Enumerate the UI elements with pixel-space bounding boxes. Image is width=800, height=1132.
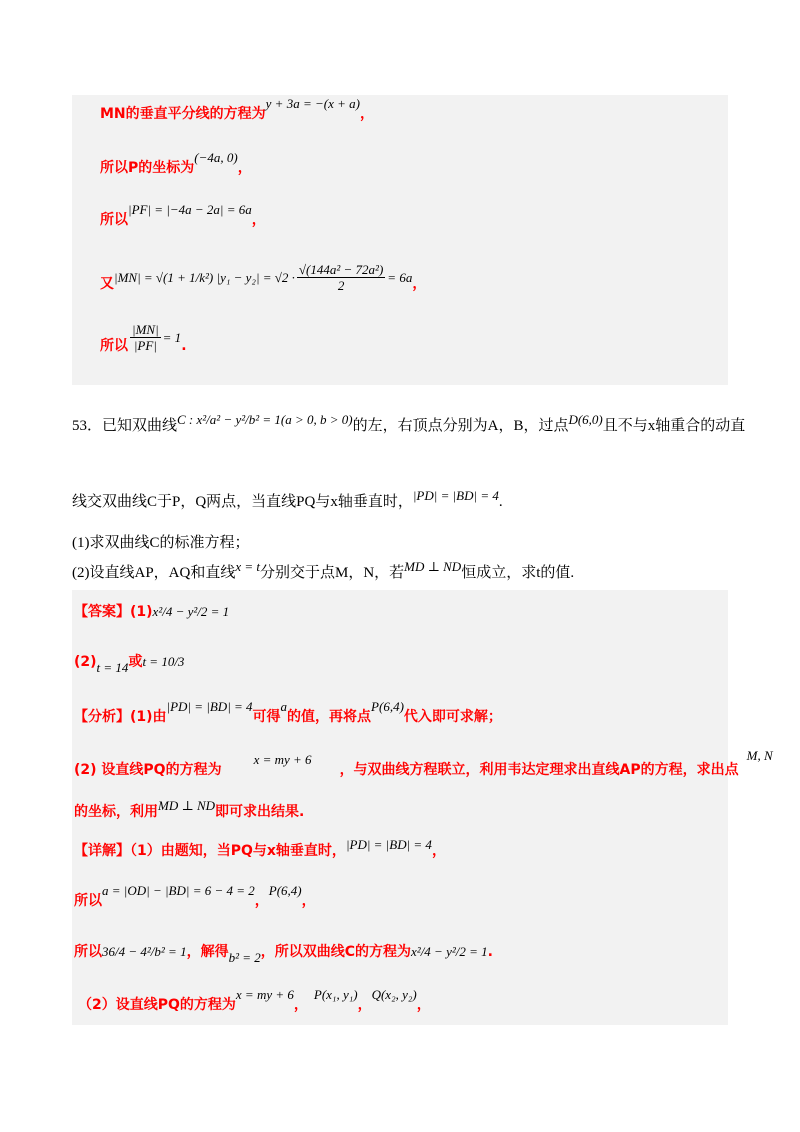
- text: 所以: [74, 944, 102, 960]
- math: (−4a, 0): [194, 150, 238, 165]
- math: P(6,4): [268, 883, 302, 898]
- detail-line4: [78, 987, 431, 1015]
- text: (2): [74, 654, 97, 670]
- text: 所以P的坐标为: [100, 160, 195, 176]
- math: MD ⊥ ND: [404, 559, 462, 574]
- problem-53-part1: [72, 533, 250, 553]
- ratio-line: [100, 322, 187, 353]
- math: x = my + 6: [253, 752, 312, 767]
- text: ，: [293, 997, 308, 1013]
- text: ，解得: [186, 944, 229, 960]
- math: |PD| = |BD| = 4: [412, 488, 499, 503]
- text: ，: [412, 275, 427, 292]
- math: x = my + 6: [235, 987, 294, 1002]
- math: |PF| = |−4a − 2a| = 6a: [128, 202, 252, 217]
- problem-53-line1: [72, 412, 746, 436]
- math: a: [280, 699, 288, 714]
- text: (1)求双曲线C的标准方程；: [72, 535, 250, 551]
- math: = 1: [162, 329, 182, 345]
- text: 所以: [100, 212, 128, 228]
- math: b² = 2: [228, 950, 261, 965]
- text: .: [181, 337, 187, 354]
- text: ，: [357, 997, 372, 1013]
- analysis-label: 【分析】(1)由: [74, 709, 167, 725]
- math: D(6,0): [568, 412, 603, 427]
- text: 53．已知双曲线: [72, 418, 178, 434]
- answer-part1: [74, 602, 229, 622]
- math: Q(x₂, y₂): [371, 987, 417, 1002]
- mn-bisector-line: [100, 96, 374, 124]
- detail-line2: [74, 883, 316, 911]
- p-coordinate-line: [100, 150, 252, 178]
- text: 的坐标，利用: [74, 804, 158, 820]
- analysis-line1: [74, 699, 502, 727]
- detail-label: 【详解】（1）由题知，当PQ与x轴垂直时，: [74, 843, 346, 859]
- math: x = t: [235, 559, 260, 574]
- math: MD ⊥ ND: [158, 798, 216, 813]
- numerator: |MN|: [132, 322, 159, 337]
- math: |MN| = √(1 + 1/k²) |y₁ − y₂| = √2 ·: [114, 269, 295, 285]
- text: ，: [301, 893, 316, 909]
- answer-part2: [74, 652, 185, 675]
- text: 即可求出结果.: [215, 804, 305, 820]
- text: 的左，右顶点分别为A，B，过点: [352, 418, 569, 434]
- analysis-line3: [74, 798, 305, 822]
- math: = 6a: [387, 269, 413, 285]
- mn-length-line: [100, 262, 426, 293]
- text: ，: [431, 843, 446, 859]
- text: （2）设直线PQ的方程为: [78, 997, 236, 1013]
- text: 又: [100, 275, 114, 292]
- math: x²/4 − y²/2 = 1: [152, 604, 230, 619]
- math: x²/4 − y²/2 = 1: [411, 944, 488, 959]
- math: t = 10/3: [142, 654, 185, 669]
- problem-53-part2: [72, 559, 575, 583]
- text: .: [487, 944, 493, 960]
- denominator: |PF|: [133, 338, 157, 353]
- text: 线交双曲线C于P，Q两点，当直线PQ与x轴垂直时，: [72, 494, 413, 510]
- analysis-line2: [74, 748, 773, 780]
- text: MN的垂直平分线的方程为: [100, 106, 266, 122]
- math: P(x₁, y₁): [313, 987, 358, 1002]
- pf-length-line: [100, 202, 266, 230]
- text: ，所以双曲线C的方程为: [260, 944, 412, 960]
- detail-line1: [74, 837, 446, 861]
- text: 的值，再将点: [287, 709, 372, 725]
- text: 可得: [252, 709, 281, 725]
- text: ，: [251, 212, 266, 228]
- math: 36/4 − 4²/b² = 1: [102, 944, 187, 959]
- math: a = |OD| − |BD| = 6 − 4 = 2: [102, 883, 255, 898]
- fraction: [297, 262, 385, 293]
- math: t = 14: [96, 660, 129, 675]
- text: ，: [254, 893, 269, 909]
- math: P(6,4): [371, 699, 404, 714]
- answer-label: 【答案】(1): [74, 604, 153, 620]
- problem-53-line2: [72, 488, 503, 512]
- text: 或: [128, 654, 143, 670]
- text: 所以: [74, 893, 102, 909]
- text: 分别交于点M，N，若: [260, 565, 405, 581]
- text: (2)设直线AP，AQ和直线: [72, 565, 236, 581]
- fraction: [130, 322, 161, 353]
- text: ，: [237, 160, 252, 176]
- math: y + 3a = −(x + a): [265, 96, 360, 111]
- hyperbola-equation: C : x²/a² − y²/b² = 1(a > 0, b > 0): [177, 412, 353, 427]
- text: ，与双曲线方程联立，利用韦达定理求出直线AP的方程，求出点: [339, 762, 739, 778]
- text: 代入即可求解；: [403, 709, 502, 725]
- text: (2) 设直线PQ的方程为: [74, 762, 222, 778]
- text: 恒成立，求t的值.: [461, 565, 575, 581]
- denominator: 2: [337, 278, 345, 293]
- numerator: √(144a² − 72a²): [298, 262, 384, 277]
- text: .: [498, 494, 503, 510]
- text: 且不与x轴重合的动直: [602, 418, 746, 434]
- math: |PD| = |BD| = 4: [166, 699, 253, 714]
- text: ，: [416, 997, 431, 1013]
- math: M, N: [746, 748, 773, 763]
- text: ，: [359, 106, 374, 122]
- detail-line3: [74, 942, 493, 965]
- text: 所以: [100, 337, 128, 354]
- math: |PD| = |BD| = 4: [345, 837, 432, 852]
